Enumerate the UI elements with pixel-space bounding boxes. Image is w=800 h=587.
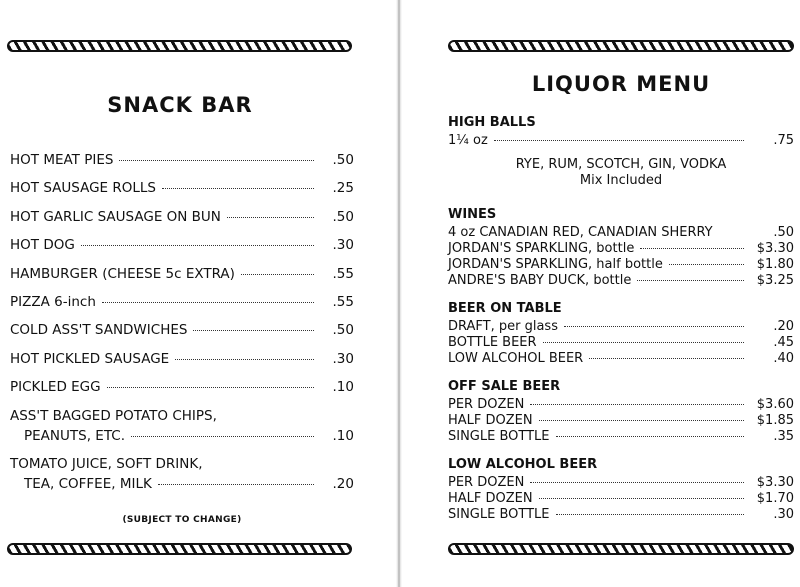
dot-leader <box>669 264 744 265</box>
item-name: 4 oz CANADIAN RED, CANADIAN SHERRY <box>448 225 713 240</box>
menu-item <box>448 351 794 367</box>
item-name: HALF DOZEN <box>448 491 533 506</box>
item-price: $3.60 <box>756 397 794 412</box>
item-name-line1: ASS'T BAGGED POTATO CHIPS, <box>10 407 217 424</box>
dot-leader <box>81 245 314 246</box>
snack-bar-list <box>10 150 354 502</box>
dot-leader <box>556 436 744 437</box>
item-name: LOW ALCOHOL BEER <box>448 351 584 366</box>
item-price: .10 <box>332 379 354 396</box>
dot-leader <box>530 482 744 483</box>
menu-item <box>10 264 354 292</box>
item-price: .45 <box>773 335 794 350</box>
dot-leader <box>175 359 314 360</box>
menu-item <box>448 397 794 413</box>
item-price: .20 <box>332 475 354 492</box>
menu-item-multiline <box>10 454 354 494</box>
dot-leader <box>131 436 314 437</box>
menu-item <box>10 320 354 348</box>
item-name: PER DOZEN <box>448 397 525 412</box>
item-price: .10 <box>332 427 354 444</box>
item-price: .55 <box>332 265 354 282</box>
item-name: HOT SAUSAGE ROLLS <box>10 180 156 197</box>
item-name: HOT MEAT PIES <box>10 152 114 168</box>
item-price: $3.25 <box>756 273 794 288</box>
dot-leader <box>241 274 314 275</box>
menu-item-multiline <box>10 406 354 446</box>
item-price: .25 <box>332 180 354 197</box>
item-price: .30 <box>773 507 794 522</box>
item-name: HAMBURGER (CHEESE 5c EXTRA) <box>10 265 235 282</box>
item-price: $1.70 <box>756 491 794 506</box>
dot-leader <box>193 330 314 331</box>
dot-leader <box>640 248 744 249</box>
item-name: COLD ASS'T SANDWICHES <box>10 322 188 339</box>
item-name-line1: TOMATO JUICE, SOFT DRINK, <box>10 455 203 472</box>
spacer <box>448 445 794 457</box>
snack-bar-title: SNACK BAR <box>107 93 253 117</box>
menu-item <box>448 241 794 257</box>
item-price: $3.30 <box>756 241 794 256</box>
item-price: .30 <box>332 237 354 254</box>
item-price: .75 <box>773 133 794 148</box>
item-price: .50 <box>773 225 794 240</box>
item-name: PER DOZEN <box>448 475 525 490</box>
dot-leader <box>539 420 744 421</box>
section-heading-wines: WINES <box>448 207 497 222</box>
item-name: ANDRE'S BABY DUCK, bottle <box>448 273 632 288</box>
dot-leader <box>162 188 314 189</box>
item-name: HALF DOZEN <box>448 413 533 428</box>
item-name: DRAFT, per glass <box>448 319 558 334</box>
menu-item <box>448 319 794 335</box>
spacer <box>448 189 794 207</box>
dot-leader <box>637 280 744 281</box>
item-name: PICKLED EGG <box>10 379 101 396</box>
liquor-menu-title: LIQUOR MENU <box>531 72 711 96</box>
item-name-line2: PEANUTS, ETC. <box>24 427 125 444</box>
dot-leader <box>589 358 744 359</box>
item-name: JORDAN'S SPARKLING, half bottle <box>448 257 663 272</box>
dot-leader <box>543 342 744 343</box>
item-name: PIZZA 6-inch <box>10 293 96 310</box>
item-name: HOT GARLIC SAUSAGE ON BUN <box>10 208 221 225</box>
menu-item <box>10 292 354 320</box>
menu-item <box>448 429 794 445</box>
item-price: .35 <box>773 429 794 444</box>
menu-item <box>448 491 794 507</box>
menu-item <box>10 377 354 405</box>
menu-item <box>10 178 354 206</box>
item-name: HOT DOG <box>10 237 75 254</box>
item-price: .50 <box>332 152 354 168</box>
menu-item <box>10 150 354 178</box>
liquor-list <box>448 115 794 523</box>
menu-item <box>10 235 354 263</box>
dot-leader <box>227 217 314 218</box>
section-heading-high-balls: HIGH BALLS <box>448 115 536 130</box>
dot-leader <box>119 160 314 161</box>
menu-item <box>448 273 794 289</box>
menu-item <box>448 133 794 149</box>
item-line2-row <box>10 474 354 494</box>
rope-border-top <box>448 40 794 52</box>
item-price: .55 <box>332 293 354 310</box>
dot-leader <box>556 514 744 515</box>
spacer <box>448 367 794 379</box>
menu-item <box>448 413 794 429</box>
rope-border-top <box>7 40 352 52</box>
dot-leader <box>564 326 744 327</box>
rope-border-bottom <box>448 543 794 555</box>
item-price: $1.85 <box>756 413 794 428</box>
spirits-list: RYE, RUM, SCOTCH, GIN, VODKA <box>515 157 727 172</box>
dot-leader <box>158 484 314 485</box>
item-line2-row <box>10 426 354 446</box>
menu-item <box>10 349 354 377</box>
subject-to-change-note: (SUBJECT TO CHANGE) <box>122 515 242 525</box>
dot-leader <box>107 387 314 388</box>
spacer <box>448 289 794 301</box>
mix-included-note: Mix Included <box>579 173 663 188</box>
dot-leader <box>102 302 314 303</box>
section-heading-off-sale-beer: OFF SALE BEER <box>448 379 561 394</box>
item-price: .50 <box>332 322 354 339</box>
rope-border-bottom <box>7 543 352 555</box>
item-name: SINGLE BOTTLE <box>448 507 550 522</box>
item-price: .40 <box>773 351 794 366</box>
menu-item <box>448 507 794 523</box>
item-name: SINGLE BOTTLE <box>448 429 550 444</box>
item-price: $1.80 <box>756 257 794 272</box>
section-heading-low-alcohol-beer: LOW ALCOHOL BEER <box>448 457 598 472</box>
item-price: $3.30 <box>756 475 794 490</box>
item-name-line2: TEA, COFFEE, MILK <box>24 475 152 492</box>
item-name: BOTTLE BEER <box>448 335 537 350</box>
menu-item <box>448 475 794 491</box>
menu-item <box>448 225 794 241</box>
snack-bar-page <box>0 0 398 587</box>
liquor-menu-page <box>402 0 800 587</box>
item-name: 1¼ oz <box>448 133 488 148</box>
dot-leader <box>494 140 744 141</box>
menu-item <box>10 207 354 235</box>
menu-item <box>448 257 794 273</box>
item-name: HOT PICKLED SAUSAGE <box>10 350 170 367</box>
dot-leader <box>539 498 744 499</box>
item-price: .30 <box>332 350 354 367</box>
menu-item <box>448 335 794 351</box>
section-heading-beer-on-table: BEER ON TABLE <box>448 301 562 316</box>
item-price: .50 <box>332 208 354 225</box>
item-name: JORDAN'S SPARKLING, bottle <box>448 241 635 256</box>
item-price: .20 <box>773 319 794 334</box>
dot-leader <box>530 404 744 405</box>
